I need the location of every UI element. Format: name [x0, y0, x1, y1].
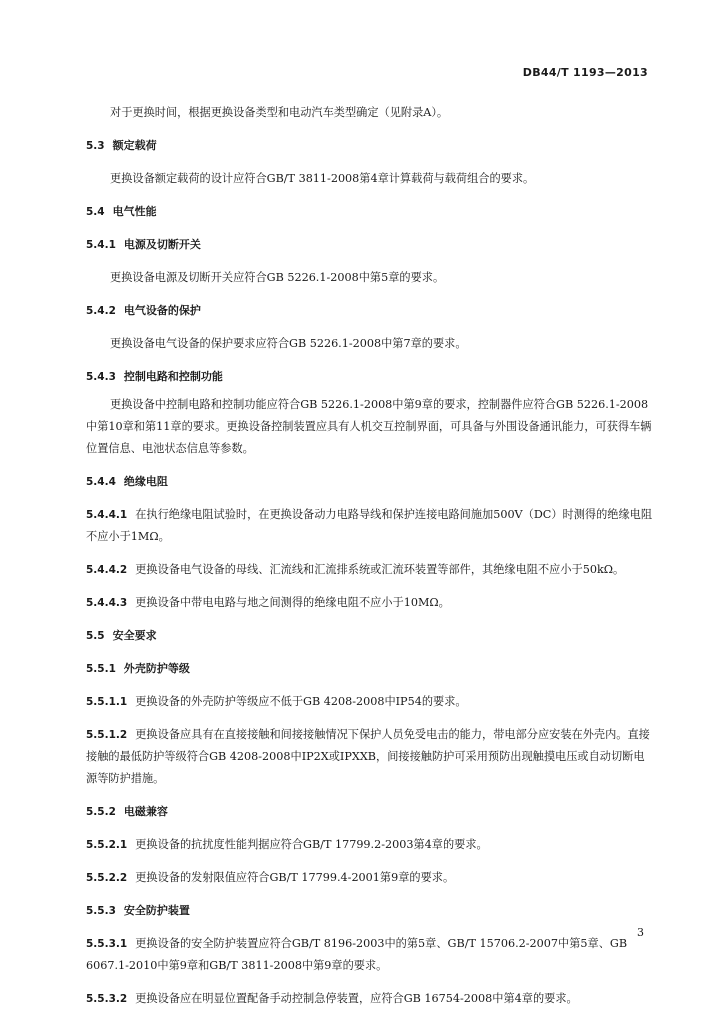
- section-5-5-heading: 5.5 安全要求: [86, 629, 157, 642]
- document-code: DB44/T 1193—2013: [522, 66, 648, 79]
- section-5-4-3-heading: 5.4.3 控制电路和控制功能: [86, 370, 223, 383]
- intro-paragraph: 对于更换时间，根据更换设备类型和电动汽车类型确定（见附录A）。: [110, 106, 449, 119]
- clause-5-4-4-3: 5.4.4.3 更换设备中带电电路与地之间测得的绝缘电阻不应小于10MΩ。: [86, 596, 450, 609]
- clause-5-5-1-1: 5.5.1.1 更换设备的外壳防护等级应不低于GB 4208-2008中IP54的要求。: [86, 695, 467, 708]
- section-5-4-2-heading: 5.4.2 电气设备的保护: [86, 304, 201, 317]
- section-5-5-1-heading: 5.5.1 外壳防护等级: [86, 662, 190, 675]
- clause-5-4-4-1: 5.4.4.1 在执行绝缘电阻试验时，在更换设备动力电路导线和保护连接电路间施加500V（DC）时测得的绝缘电阻不应小于1MΩ。: [86, 508, 653, 543]
- page-content: [86, 102, 654, 1010]
- section-5-4-3-text: 更换设备中控制电路和控制功能应符合GB 5226.1-2008中第9章的要求，控制器件应符合GB 5226.1-2008中第10章和第11章的要求。更换设备控制装置应具有人机交互控制界面，可具备与外围设备通讯能力，可获得车辆位置信息、电池状态信息等参数。: [86, 398, 652, 455]
- clause-5-5-2-2: 5.5.2.2 更换设备的发射限值应符合GB/T 17799.4-2001第9章的要求。: [86, 871, 455, 884]
- clause-5-5-3-2: 5.5.3.2 更换设备应在明显位置配备手动控制急停装置，应符合GB 16754-2008中第4章的要求。: [86, 992, 578, 1005]
- section-5-5-3-heading: 5.5.3 安全防护装置: [86, 904, 190, 917]
- section-5-4-1-heading: 5.4.1 电源及切断开关: [86, 238, 201, 251]
- clause-5-5-1-2: 5.5.1.2 更换设备应具有在直接接触和间接接触情况下保护人员免受电击的能力，带电部分应安装在外壳内。直接接触的最低防护等级符合GB 4208-2008中IP2X或IPXXB，间接接触防护可采用预防出现触摸电压或自动切断电源等防护措施。: [86, 728, 650, 785]
- section-5-4-1-text: 更换设备电源及切断开关应符合GB 5226.1-2008中第5章的要求。: [110, 271, 445, 284]
- section-5-3-text: 更换设备额定载荷的设计应符合GB/T 3811-2008第4章计算载荷与载荷组合的要求。: [110, 172, 535, 185]
- section-5-4-2-text: 更换设备电气设备的保护要求应符合GB 5226.1-2008中第7章的要求。: [110, 337, 467, 350]
- section-5-5-2-heading: 5.5.2 电磁兼容: [86, 805, 168, 818]
- clause-5-5-2-1: 5.5.2.1 更换设备的抗扰度性能判据应符合GB/T 17799.2-2003第4章的要求。: [86, 838, 488, 851]
- section-5-3-heading: 5.3 额定载荷: [86, 139, 157, 152]
- clause-5-4-4-2: 5.4.4.2 更换设备电气设备的母线、汇流线和汇流排系统或汇流环装置等部件，其绝缘电阻不应小于50kΩ。: [86, 563, 625, 576]
- page-number: 3: [637, 926, 644, 939]
- clause-5-5-3-1: 5.5.3.1 更换设备的安全防护装置应符合GB/T 8196-2003中的第5章、GB/T 15706.2-2007中第5章、GB 6067.1-2010中第9章和GB/T 3811-2008中第9章的要求。: [86, 937, 628, 972]
- section-5-4-heading: 5.4 电气性能: [86, 205, 157, 218]
- section-5-4-4-heading: 5.4.4 绝缘电阻: [86, 475, 168, 488]
